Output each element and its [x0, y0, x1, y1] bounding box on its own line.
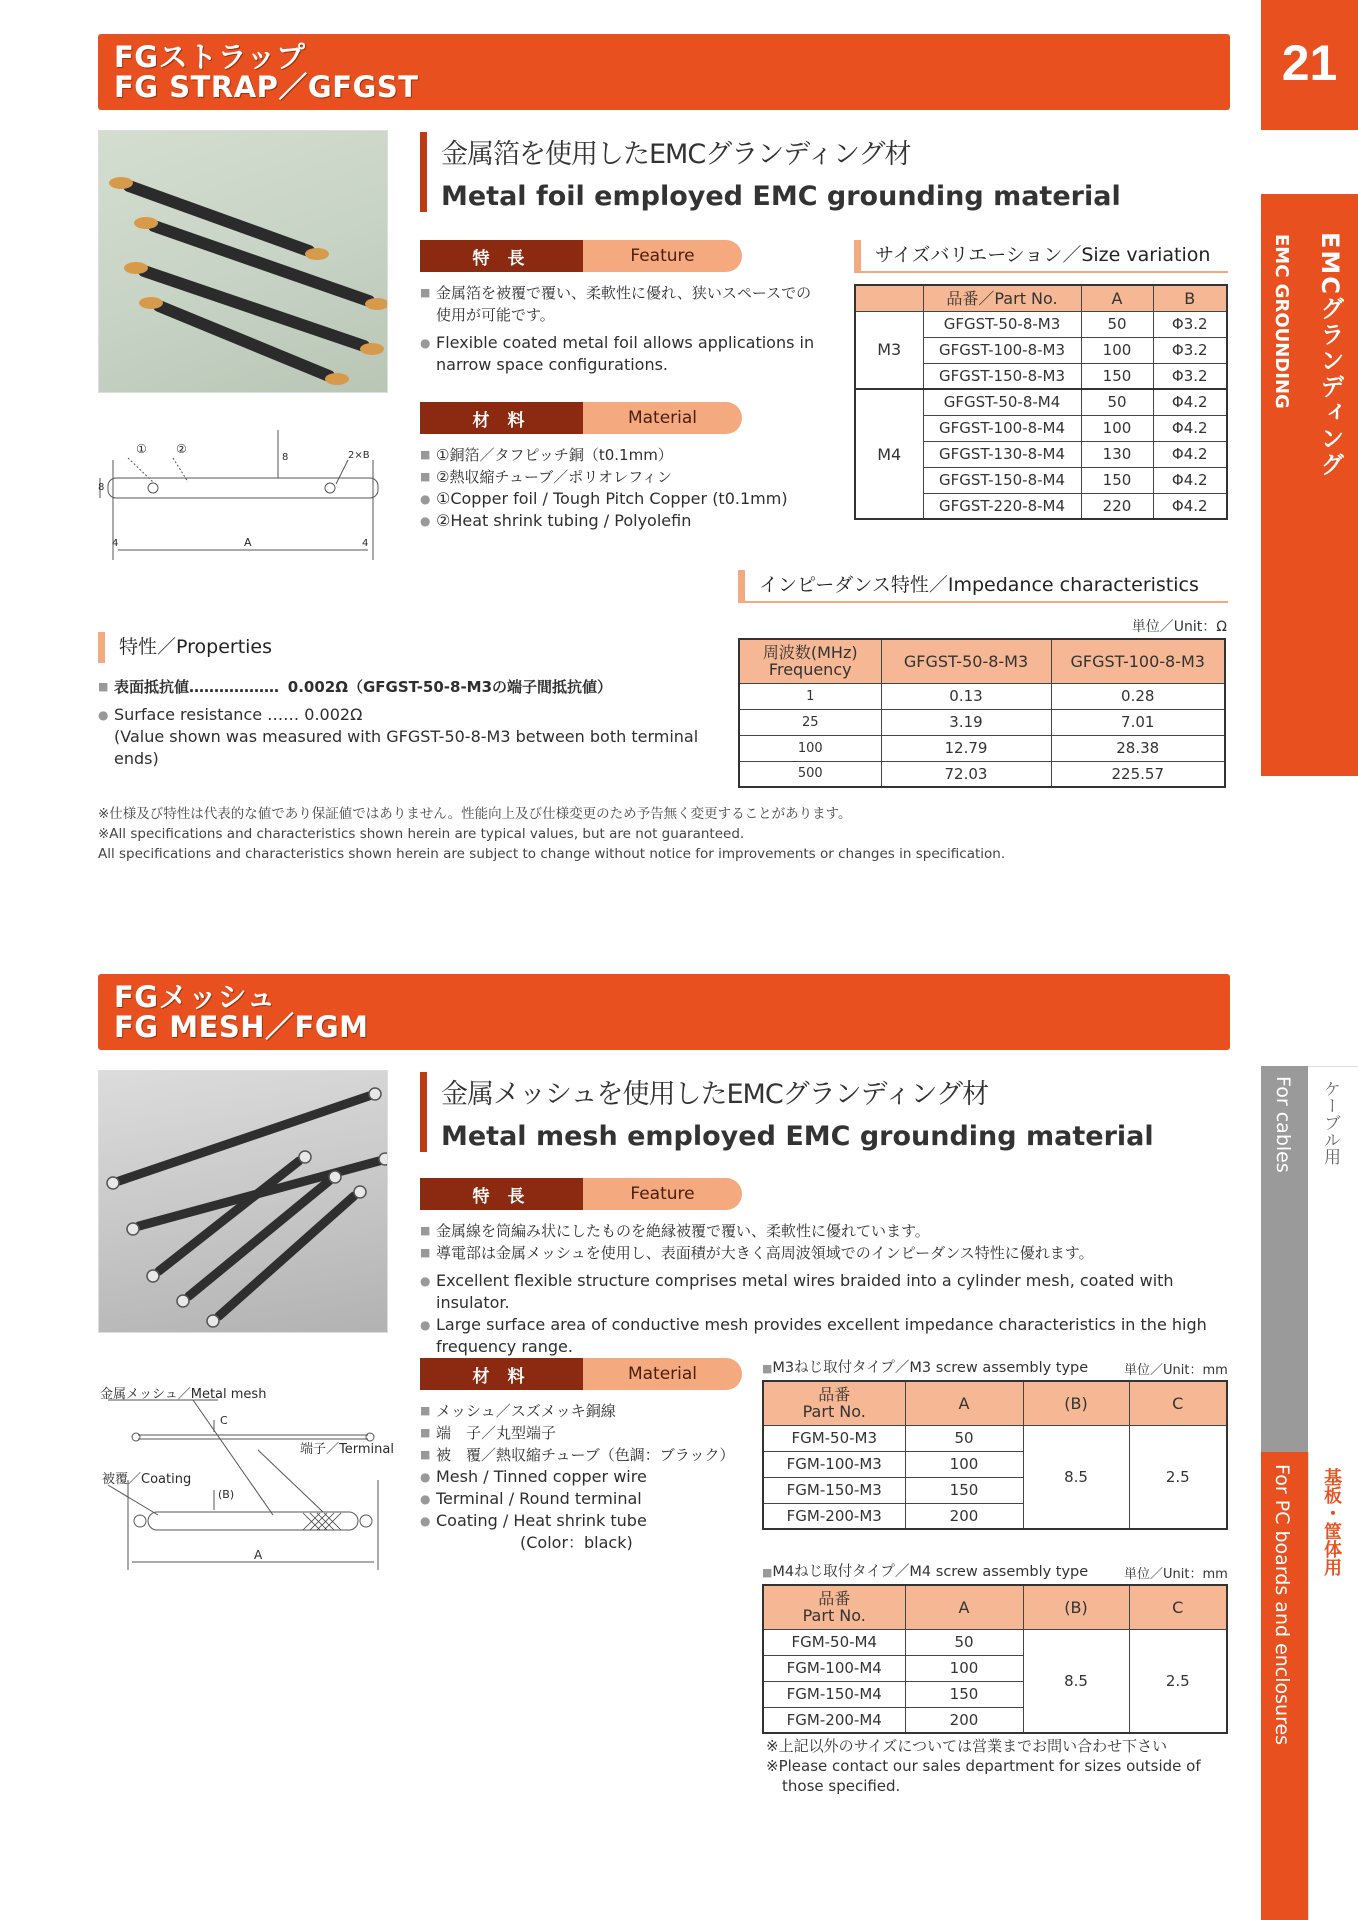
table-row: [855, 311, 1227, 337]
strap-title-jp: FGストラップ: [114, 40, 306, 74]
strap-feature-item: ■ 金属箔を被覆で覆い、柔軟性に優れ、狭いスペースでの使用が可能です。: [420, 282, 820, 326]
mesh-feature-en: Feature: [583, 1178, 742, 1210]
table-cell: GFGST-220-8-M4: [923, 493, 1081, 519]
mesh-subtitle-jp: 金属メッシュを使用したEMCグランディング材: [441, 1079, 988, 1110]
impedance-unit: 単位／Unit：Ω: [1131, 619, 1227, 635]
size-variation-table: [854, 284, 1228, 520]
m4-table-title: ■M4ねじ取付タイプ／M4 screw assembly type: [762, 1564, 1089, 1580]
for-pcb-en: For PC boards and enclosures: [1271, 1464, 1293, 1746]
table-cell: GFGST-100-8-M4: [923, 415, 1081, 441]
m4-header-part-en: Part No.: [802, 1606, 866, 1626]
m3-header-part-jp: 品番: [818, 1385, 851, 1405]
table-cell: 28.38: [1051, 735, 1225, 761]
strap-feature-en: Feature: [583, 240, 742, 272]
table-cell: FGM-200-M4: [763, 1707, 905, 1733]
m4-header-part-jp: 品番: [818, 1589, 851, 1609]
size-group-m3: M3: [855, 311, 923, 389]
strap-material-item: ■ ②熱収縮チューブ／ポリオレフィン: [420, 466, 840, 488]
strap-photo: [98, 130, 388, 393]
m4-unit: 単位／Unit：mm: [1124, 1567, 1228, 1582]
table-cell: FGM-200-M3: [763, 1503, 905, 1529]
strap-material-header: [420, 402, 742, 434]
table-cell: FGM-50-M3: [763, 1425, 905, 1451]
properties-en-note: (Value shown was measured with GFGST-50-8-M3 between both terminal ends): [114, 727, 699, 768]
table-cell: GFGST-150-8-M4: [923, 467, 1081, 493]
table-cell: 150: [1081, 363, 1153, 389]
note-line: ※All specifications and characteristics shown herein are typical values, but are not guaranteed.: [98, 826, 745, 842]
table-cell: 220: [1081, 493, 1153, 519]
mesh-material-item: ■ メッシュ／スズメッキ銅線: [420, 1400, 750, 1422]
mesh-diagram-label-b: (B): [218, 1488, 235, 1501]
mesh-diagram-label-mesh: 金属メッシュ／Metal mesh: [100, 1387, 267, 1402]
mesh-note-en1: ※Please contact our sales department for sizes outside of: [766, 1757, 1201, 1775]
m4-title-text: M4ねじ取付タイプ／M4 screw assembly type: [772, 1564, 1089, 1580]
impedance-header-col1: GFGST-50-8-M3: [881, 639, 1051, 683]
table-cell: 3.19: [881, 709, 1051, 735]
for-cables-jp: ケーブル用: [1320, 1080, 1340, 1165]
table-cell: 7.01: [1051, 709, 1225, 735]
size-header-a: A: [1081, 285, 1153, 311]
table-cell: Φ3.2: [1153, 363, 1227, 389]
strap-diagram-label-4: 4: [362, 538, 369, 549]
properties-en-label: Surface resistance ……: [114, 705, 300, 724]
mesh-subtitle: [420, 1072, 1154, 1152]
m3-unit: 単位／Unit：mm: [1124, 1363, 1228, 1378]
m4-header-c: C: [1129, 1585, 1227, 1629]
strap-material-item: ● ②Heat shrink tubing / Polyolefin: [420, 510, 840, 532]
table-cell: FGM-150-M3: [763, 1477, 905, 1503]
mesh-title-en: FG MESH／FGM: [114, 1010, 369, 1045]
strap-material-list: [420, 444, 840, 532]
strap-feature-jp: 特 長: [420, 240, 583, 272]
page-number-tab: [1261, 0, 1358, 130]
table-cell: 1: [739, 683, 881, 709]
properties-en-value: 0.002Ω: [304, 705, 363, 724]
impedance-table: [738, 638, 1226, 788]
note-line: ※仕様及び特性は代表的な値であり保証値ではありません。性能向上及び仕様変更のため予告無く変更することがあります。: [98, 806, 852, 822]
mesh-material-jp: 材 料: [420, 1358, 583, 1390]
mesh-diagram-label-a: A: [254, 1548, 263, 1562]
note-line: All specifications and characteristics shown herein are subject to change without notice for improvements or changes in specification.: [98, 846, 1006, 862]
table-cell: 100: [1081, 415, 1153, 441]
table-cell: 50: [905, 1629, 1023, 1655]
table-cell: 150: [905, 1477, 1023, 1503]
strap-dimension-diagram: [98, 420, 398, 570]
properties-jp: [98, 676, 708, 698]
mesh-material-list: [420, 1400, 750, 1554]
mesh-photo: [98, 1070, 388, 1333]
table-cell: Φ3.2: [1153, 311, 1227, 337]
table-row: [763, 1425, 1227, 1451]
strap-diagram-label-a: A: [244, 536, 252, 549]
m4-c-value: 2.5: [1129, 1629, 1227, 1733]
mesh-feature-item: ■ 金属線を筒編み状にしたものを絶縁被覆で覆い、柔軟性に優れています。: [420, 1220, 1230, 1242]
table-cell: GFGST-100-8-M3: [923, 337, 1081, 363]
table-row: [739, 683, 1225, 709]
mesh-feature-item: ● Excellent flexible structure comprises metal wires braided into a cylinder mesh, coated with insulator.: [420, 1270, 1230, 1314]
table-cell: 150: [905, 1681, 1023, 1707]
mesh-note-en2: those specified.: [782, 1777, 901, 1795]
mesh-feature-jp: 特 長: [420, 1178, 583, 1210]
mesh-diagram-label-terminal: 端子／Terminal: [300, 1442, 394, 1457]
table-row: [739, 761, 1225, 787]
mesh-material-item: ■ 被 覆／熱収縮チューブ（色調：ブラック）: [420, 1444, 750, 1466]
strap-diagram-label-8: 8: [98, 482, 105, 493]
m3-header-part: [763, 1381, 905, 1425]
properties-en: [98, 704, 708, 726]
mesh-material-header: [420, 1358, 742, 1390]
m4-header-a: A: [905, 1585, 1023, 1629]
strap-material-item: ■ ①銅箔／タフピッチ銅（t0.1mm）: [420, 444, 840, 466]
m3-size-table: [762, 1380, 1228, 1530]
table-cell: Φ4.2: [1153, 389, 1227, 415]
strap-title-en: FG STRAP／GFGST: [114, 70, 419, 105]
table-cell: FGM-100-M3: [763, 1451, 905, 1477]
mesh-material-item: (Color：black): [520, 1533, 633, 1552]
properties-jp-label: 表面抵抗値………………: [114, 678, 280, 696]
table-cell: GFGST-50-8-M3: [923, 311, 1081, 337]
mesh-diagram-label-coating: 被覆／Coating: [102, 1472, 192, 1487]
size-header-b: B: [1153, 285, 1227, 311]
impedance-title: インピーダンス特性／Impedance characteristics: [738, 570, 1228, 603]
table-row: [739, 709, 1225, 735]
table-cell: 100: [1081, 337, 1153, 363]
table-cell: GFGST-150-8-M3: [923, 363, 1081, 389]
table-cell: Φ4.2: [1153, 415, 1227, 441]
for-pcb-jp: 基板・筐体用: [1321, 1468, 1342, 1576]
strap-feature-list: [420, 282, 820, 376]
m3-header-a: A: [905, 1381, 1023, 1425]
mesh-feature-item: ■ 導電部は金属メッシュを使用し、表面積が大きく高周波領域でのインピーダンス特性に優れます。: [420, 1242, 1230, 1264]
m4-size-table: [762, 1584, 1228, 1734]
mesh-feature-list: [420, 1220, 1230, 1358]
table-cell: 100: [905, 1655, 1023, 1681]
table-cell: Φ4.2: [1153, 441, 1227, 467]
table-cell: 100: [905, 1451, 1023, 1477]
strap-subtitle-en: Metal foil employed EMC grounding material: [441, 181, 1121, 212]
table-cell: 0.28: [1051, 683, 1225, 709]
for-cables-en: For cables: [1272, 1076, 1294, 1173]
mesh-material-item: ● Coating / Heat shrink tube: [420, 1510, 750, 1532]
mesh-material-en: Material: [583, 1358, 742, 1390]
strap-diagram-label-8b: 8: [282, 452, 289, 463]
strap-notes: [98, 804, 1228, 864]
impedance-header-freq: [739, 639, 881, 683]
mesh-material-item: ■ 端 子／丸型端子: [420, 1422, 750, 1444]
table-cell: 50: [1081, 311, 1153, 337]
m4-b-value: 8.5: [1023, 1629, 1129, 1733]
strap-photo-illustration: [99, 131, 388, 393]
mesh-dimension-diagram: [98, 1380, 418, 1580]
table-cell: 50: [1081, 389, 1153, 415]
strap-subtitle: [420, 132, 1121, 212]
table-cell: 200: [905, 1503, 1023, 1529]
mesh-material-item: ● Mesh / Tinned copper wire: [420, 1466, 750, 1488]
strap-diagram-label-2: ②: [176, 442, 187, 456]
strap-subtitle-jp: 金属箔を使用したEMCグランディング材: [441, 139, 911, 170]
properties-list: [98, 676, 708, 770]
table-cell: 0.13: [881, 683, 1051, 709]
m3-table-title: ■M3ねじ取付タイプ／M3 screw assembly type: [762, 1360, 1089, 1376]
m3-c-value: 2.5: [1129, 1425, 1227, 1529]
table-row: [855, 389, 1227, 415]
table-cell: 100: [739, 735, 881, 761]
table-cell: 500: [739, 761, 881, 787]
m3-title-text: M3ねじ取付タイプ／M3 screw assembly type: [772, 1360, 1089, 1376]
mesh-note-jp: ※上記以外のサイズについては営業までお問い合わせ下さい: [766, 1737, 1168, 1755]
strap-material-item: ● ①Copper foil / Tough Pitch Copper (t0.1mm): [420, 488, 840, 510]
table-cell: 25: [739, 709, 881, 735]
table-row: [763, 1629, 1227, 1655]
table-cell: GFGST-130-8-M4: [923, 441, 1081, 467]
mesh-photo-illustration: [99, 1071, 388, 1333]
properties-jp-value: 0.002Ω（GFGST-50-8-M3の端子間抵抗値）: [287, 678, 613, 696]
mesh-material-item: ● Terminal / Round terminal: [420, 1488, 750, 1510]
table-cell: 130: [1081, 441, 1153, 467]
table-cell: FGM-50-M4: [763, 1629, 905, 1655]
m3-header-part-en: Part No.: [802, 1402, 866, 1422]
mesh-diagram-label-c: C: [220, 1414, 228, 1427]
mesh-feature-item: ● Large surface area of conductive mesh provides excellent impedance characteristics in the high frequency range.: [420, 1314, 1230, 1358]
strap-material-jp: 材 料: [420, 402, 583, 434]
table-cell: 225.57: [1051, 761, 1225, 787]
size-group-m4: M4: [855, 389, 923, 519]
table-cell: Φ4.2: [1153, 467, 1227, 493]
table-cell: GFGST-50-8-M4: [923, 389, 1081, 415]
impedance-header-freq-en: Frequency: [768, 660, 852, 680]
mesh-title-bar: [98, 974, 1230, 1050]
table-cell: 72.03: [881, 761, 1051, 787]
size-header-part: 品番／Part No.: [923, 285, 1081, 311]
m3-header-c: C: [1129, 1381, 1227, 1425]
page-number: 21: [1281, 35, 1338, 91]
strap-diagram-label-4b: 4: [112, 538, 119, 549]
mesh-feature-header: [420, 1178, 742, 1210]
table-cell: 12.79: [881, 735, 1051, 761]
mesh-subtitle-en: Metal mesh employed EMC grounding material: [441, 1121, 1154, 1152]
size-variation-title: サイズバリエーション／Size variation: [854, 240, 1228, 273]
table-cell: 150: [1081, 467, 1153, 493]
strap-feature-header: [420, 240, 742, 272]
m4-header-b: (B): [1023, 1585, 1129, 1629]
properties-title: 特性／Properties: [98, 632, 288, 663]
table-cell: 50: [905, 1425, 1023, 1451]
emc-grounding-jp: EMCグランディング: [1316, 232, 1344, 478]
strap-feature-item: ● Flexible coated metal foil allows applications in narrow space configurations.: [420, 332, 820, 376]
strap-title-bar: [98, 34, 1230, 110]
table-cell: FGM-100-M4: [763, 1655, 905, 1681]
table-cell: Φ3.2: [1153, 337, 1227, 363]
mesh-notes: [766, 1736, 1226, 1796]
m4-header-part: [763, 1585, 905, 1629]
strap-diagram-label-2b: 2×B: [348, 450, 370, 461]
strap-diagram-label-1: ①: [136, 442, 147, 456]
table-cell: 200: [905, 1707, 1023, 1733]
m3-b-value: 8.5: [1023, 1425, 1129, 1529]
impedance-header-freq-jp: 周波数(MHz): [762, 643, 858, 663]
table-cell: Φ4.2: [1153, 493, 1227, 519]
mesh-title-jp: FGメッシュ: [114, 980, 277, 1014]
table-cell: FGM-150-M4: [763, 1681, 905, 1707]
impedance-header-col2: GFGST-100-8-M3: [1051, 639, 1225, 683]
table-row: [739, 735, 1225, 761]
strap-material-en: Material: [583, 402, 742, 434]
m3-header-b: (B): [1023, 1381, 1129, 1425]
emc-grounding-en: EMC GROUNDING: [1271, 234, 1292, 409]
